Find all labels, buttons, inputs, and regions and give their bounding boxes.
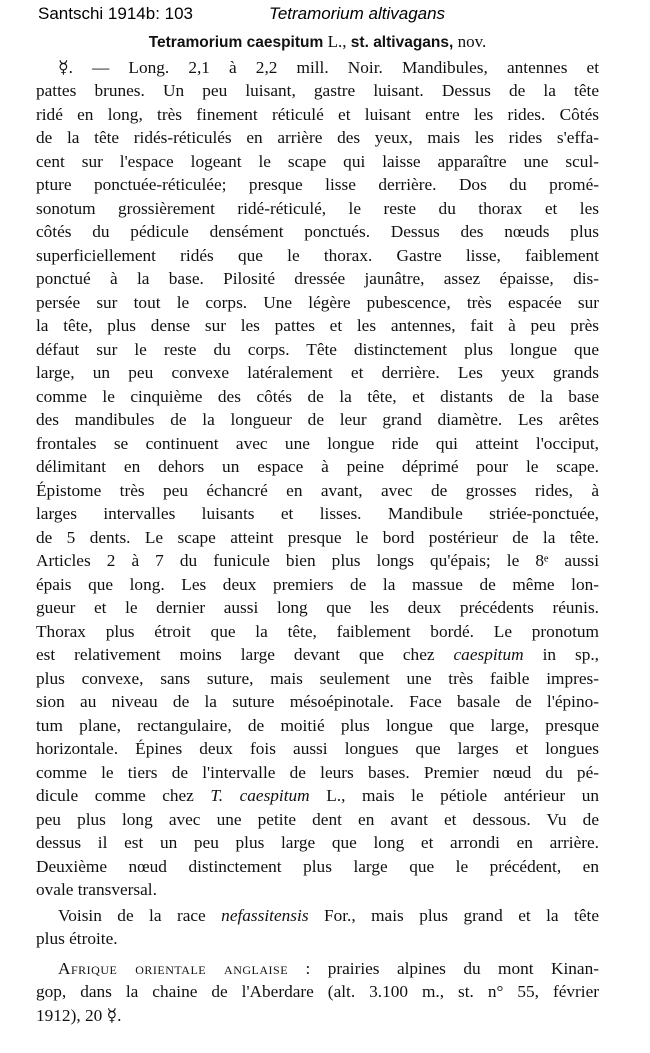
- text-line: [36, 957, 599, 981]
- text-line: superficiellement ridés que le thorax. Gastre lisse, faiblement: [36, 245, 599, 265]
- text-line: ovale transversal.: [36, 880, 157, 899]
- text-line: pture ponctuée-réticulée; presque lisse derrière. Dos du promé-: [36, 175, 599, 194]
- text-line: 1912), 20 ☿.: [36, 1005, 122, 1025]
- nov-label: nov.: [457, 32, 487, 51]
- text-line: ridé en long, très finement réticulé et luisant entre les rides. Côtés: [36, 104, 599, 124]
- text-line: Thorax plus étroit que la tête, faiblement bordé. Le pronotum: [36, 621, 599, 641]
- text-line: cent sur l'espace logeant le scape qui laisse apparaître une scul-: [36, 151, 599, 171]
- document-page: [36, 30, 599, 1027]
- text-line: plus étroite.: [36, 929, 118, 948]
- locality-text: : prairies alpines du mont Kinan-: [288, 958, 599, 978]
- text-line: de la tête ridés-réticulés en arrière des yeux, mais les rides s'effa-: [36, 128, 599, 147]
- text-line: plus convexe, sans suture, mais seulement une très faible impres-: [36, 668, 599, 688]
- comparison-paragraph: [36, 904, 599, 951]
- text-line: comme le cinquième des côtés de la tête, et distants de la base: [36, 386, 599, 406]
- text-line: gop, dans la chaine de l'Aberdare (alt. 3.100 m., st. n° 55, février: [36, 982, 599, 1001]
- text-line: persée sur tout le corps. Une légère pubescence, très espacée sur: [36, 292, 599, 312]
- text-line: large, un peu convexe latéralement et derrière. Les yeux grands: [36, 363, 599, 382]
- citation-label: Santschi 1914b: 103: [38, 4, 194, 23]
- description-paragraph: [36, 56, 599, 902]
- species-title: [36, 30, 599, 55]
- text-line: larges intervalles luisants et lisses. Mandibule striée-ponctuée,: [36, 504, 599, 523]
- page-header: [38, 4, 618, 26]
- taxon-label: Tetramorium altivagans: [269, 4, 446, 23]
- text-line: de 5 dents. Le scape atteint presque le bord postérieur de la tête.: [36, 527, 599, 547]
- text-line: Articles 2 à 7 du funicule bien plus longs qu'épais; le 8ᵉ aussi: [36, 551, 599, 570]
- text-line: dessus il est un peu plus large que long et arrondi en arrière.: [36, 833, 599, 852]
- text-line: Deuxième nœud distinctement plus large que le précédent, en: [36, 856, 599, 876]
- text-line: Épistome très peu échancré en avant, avec de grosses rides, à: [36, 480, 599, 500]
- text-line: la tête, plus dense sur les pattes et les antennes, fait à peu près: [36, 316, 599, 335]
- text-line: sonotum grossièrement ridé-réticulé, le reste du thorax et les: [36, 198, 599, 218]
- text-line: délimitant en dehors un espace à peine déprimé pour le scape.: [36, 457, 599, 476]
- text-line: ☿. — Long. 2,1 à 2,2 mill. Noir. Mandibules, antennes et: [58, 57, 599, 77]
- text-line: des mandibules de la longueur de leur grand diamètre. Les arêtes: [36, 410, 599, 429]
- text-line: pattes brunes. Un peu luisant, gastre luisant. Dessus de la tête: [36, 81, 599, 100]
- text-line: dicule comme chez T. caespitum L., mais le pétiole antérieur un: [36, 786, 599, 805]
- text-line: est relativement moins large devant que chez caespitum in sp.,: [36, 645, 599, 664]
- text-line: horizontale. Épines deux fois aussi longues que larges et longues: [36, 739, 599, 758]
- text-line: comme le tiers de l'intervalle de leurs bases. Premier nœud du pé-: [36, 762, 599, 782]
- species-name: Tetramorium caespitum: [148, 34, 324, 51]
- text-line: Voisin de la race nefassitensis For., mais plus grand et la tête: [58, 905, 599, 925]
- species-author: L.,: [327, 32, 347, 51]
- region-name: Afrique orientale anglaise: [58, 958, 289, 978]
- text-line: sion au niveau de la suture mésoépinotale. Face basale de l'épino-: [36, 692, 599, 711]
- locality-paragraph: [36, 957, 599, 1028]
- text-line: tum plane, rectangulaire, de moitié plus longue que large, presque: [36, 715, 599, 735]
- text-line: ponctué à la base. Pilosité dressée jaunâtre, assez épaisse, dis-: [36, 269, 599, 288]
- text-line: gueur et le dernier aussi long que les deux précédents réunis.: [36, 598, 599, 617]
- text-line: épais que long. Les deux premiers de la massue de même lon-: [36, 574, 599, 594]
- text-line: peu plus long avec une petite dent en avant et dessous. Vu de: [36, 809, 599, 829]
- text-line: frontales se continuent avec une longue ride qui atteint l'occiput,: [36, 433, 599, 453]
- text-line: côtés du pédicule densément ponctués. Dessus des nœuds plus: [36, 222, 599, 241]
- subspecies-name: st. altivagans,: [350, 34, 454, 51]
- text-line: défaut sur le reste du corps. Tête distinctement plus longue que: [36, 339, 599, 359]
